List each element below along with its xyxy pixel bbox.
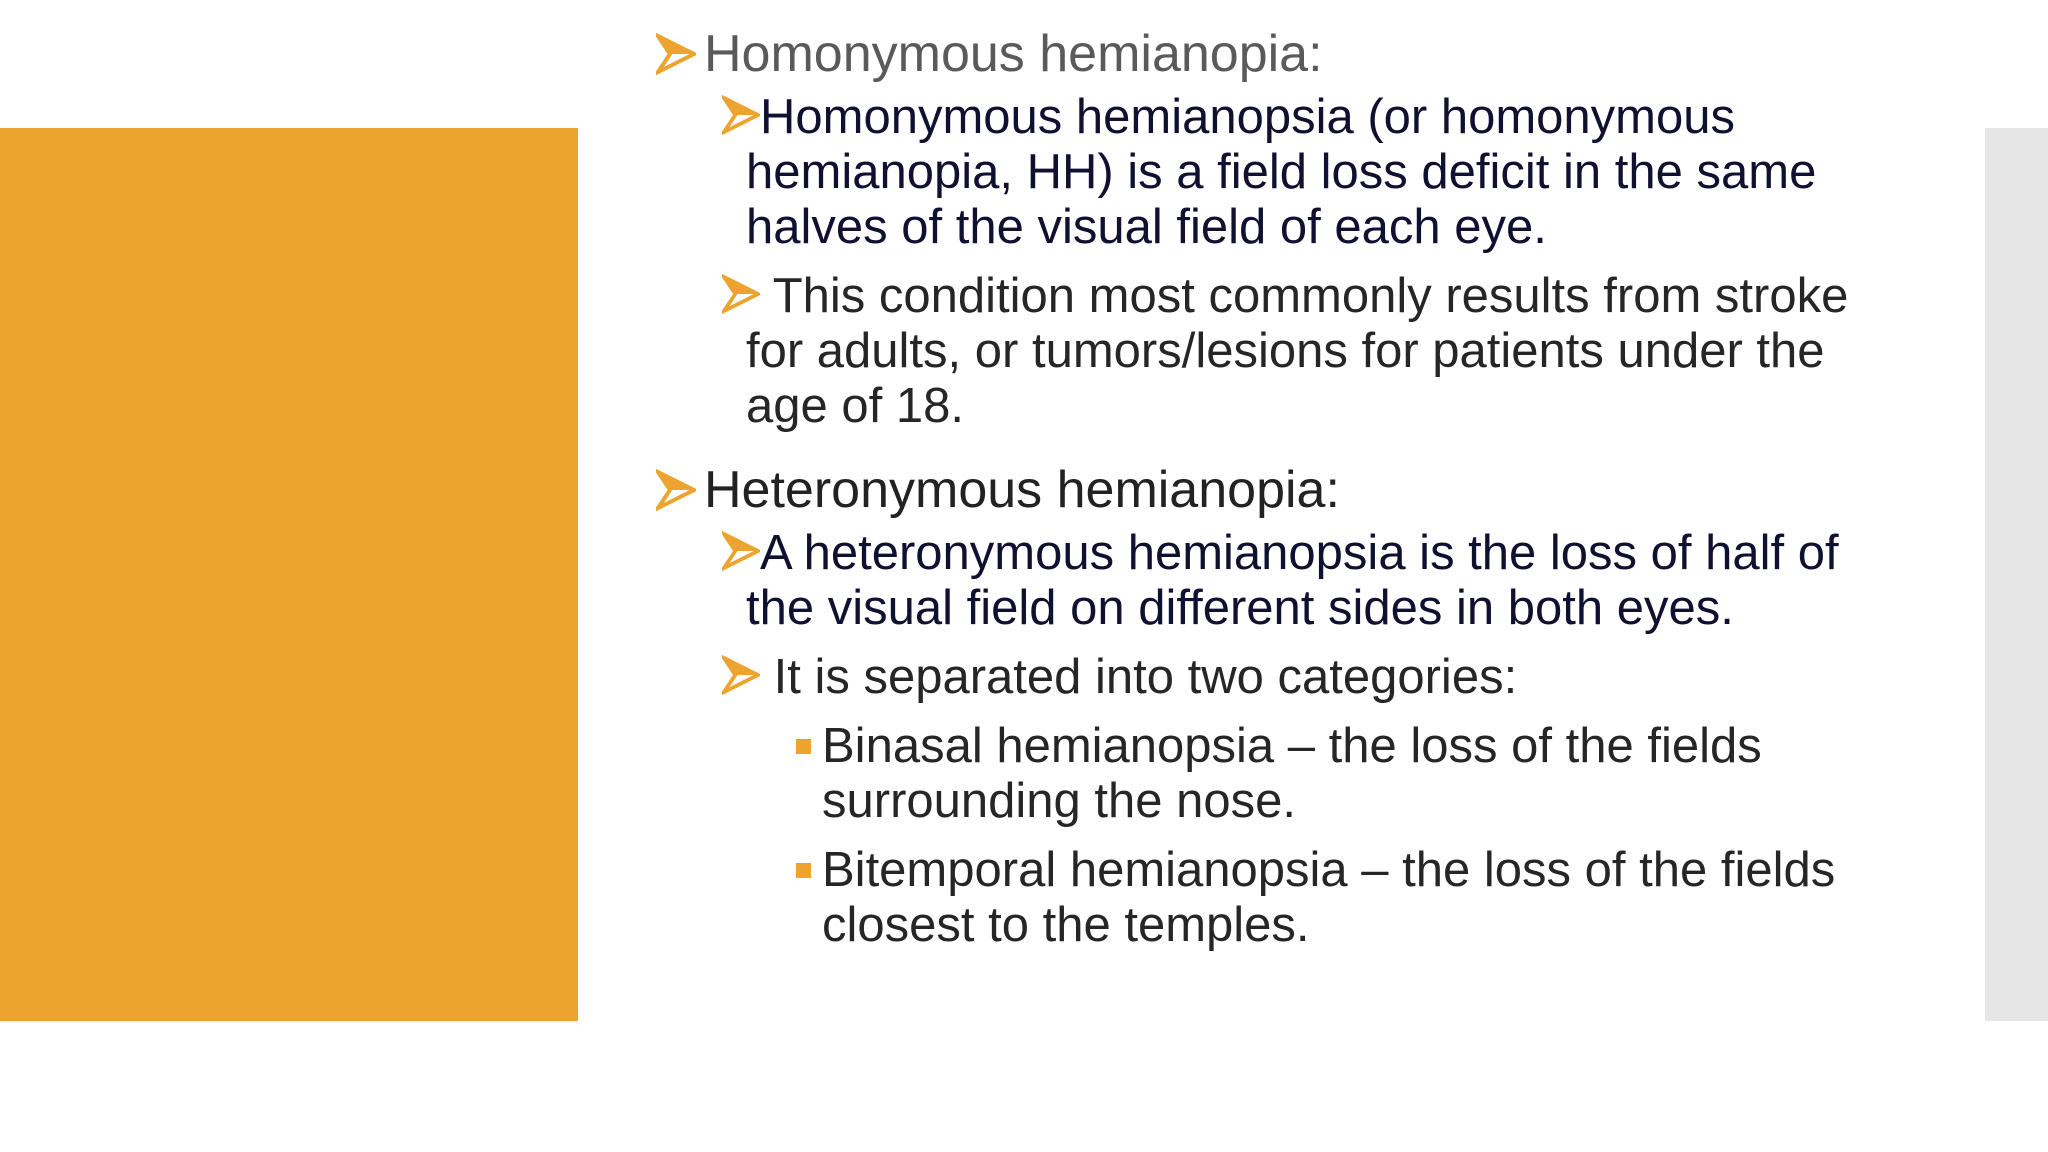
point-text: A heteronymous hemianopsia is the loss of half of the visual field on different sides in both eyes. [746, 526, 1839, 635]
arrow-bullet-icon [722, 94, 760, 136]
point-text: It is separated into two categories: [760, 650, 1518, 704]
bullet-heteronymous-heading [656, 462, 1856, 518]
arrow-bullet-icon [722, 530, 760, 572]
bullet-heteronymous-categories [746, 650, 1856, 705]
bullet-homonymous-cause [746, 269, 1856, 434]
point-text: Homonymous hemianopsia (or homonymous hemianopia, HH) is a field loss deficit in the same halves of the visual field of each eye. [746, 90, 1817, 254]
category-text: Binasal hemianopsia – the loss of the fields surrounding the nose. [822, 719, 1762, 828]
arrow-bullet-icon [722, 654, 760, 696]
bullet-bitemporal [822, 843, 1856, 953]
heading-text: Heteronymous hemianopia: [704, 461, 1340, 519]
arrow-bullet-icon [722, 273, 760, 315]
arrow-bullet-icon [656, 468, 696, 512]
slide-body [656, 26, 1856, 953]
arrow-bullet-icon [656, 32, 696, 76]
side-strip [1985, 128, 2048, 1021]
heading-text: Homonymous hemianopia: [704, 25, 1323, 83]
bullet-binasal [822, 719, 1856, 829]
bullet-heteronymous-definition [746, 526, 1856, 636]
square-bullet-icon [796, 863, 811, 878]
point-text: This condition most commonly results from stroke for adults, or tumors/lesions for patients under the age of 18. [746, 269, 1849, 433]
accent-panel [0, 128, 578, 1021]
square-bullet-icon [796, 739, 811, 754]
bullet-homonymous-heading [656, 26, 1856, 82]
category-text: Bitemporal hemianopsia – the loss of the fields closest to the temples. [822, 843, 1836, 952]
bullet-homonymous-definition [746, 90, 1856, 255]
